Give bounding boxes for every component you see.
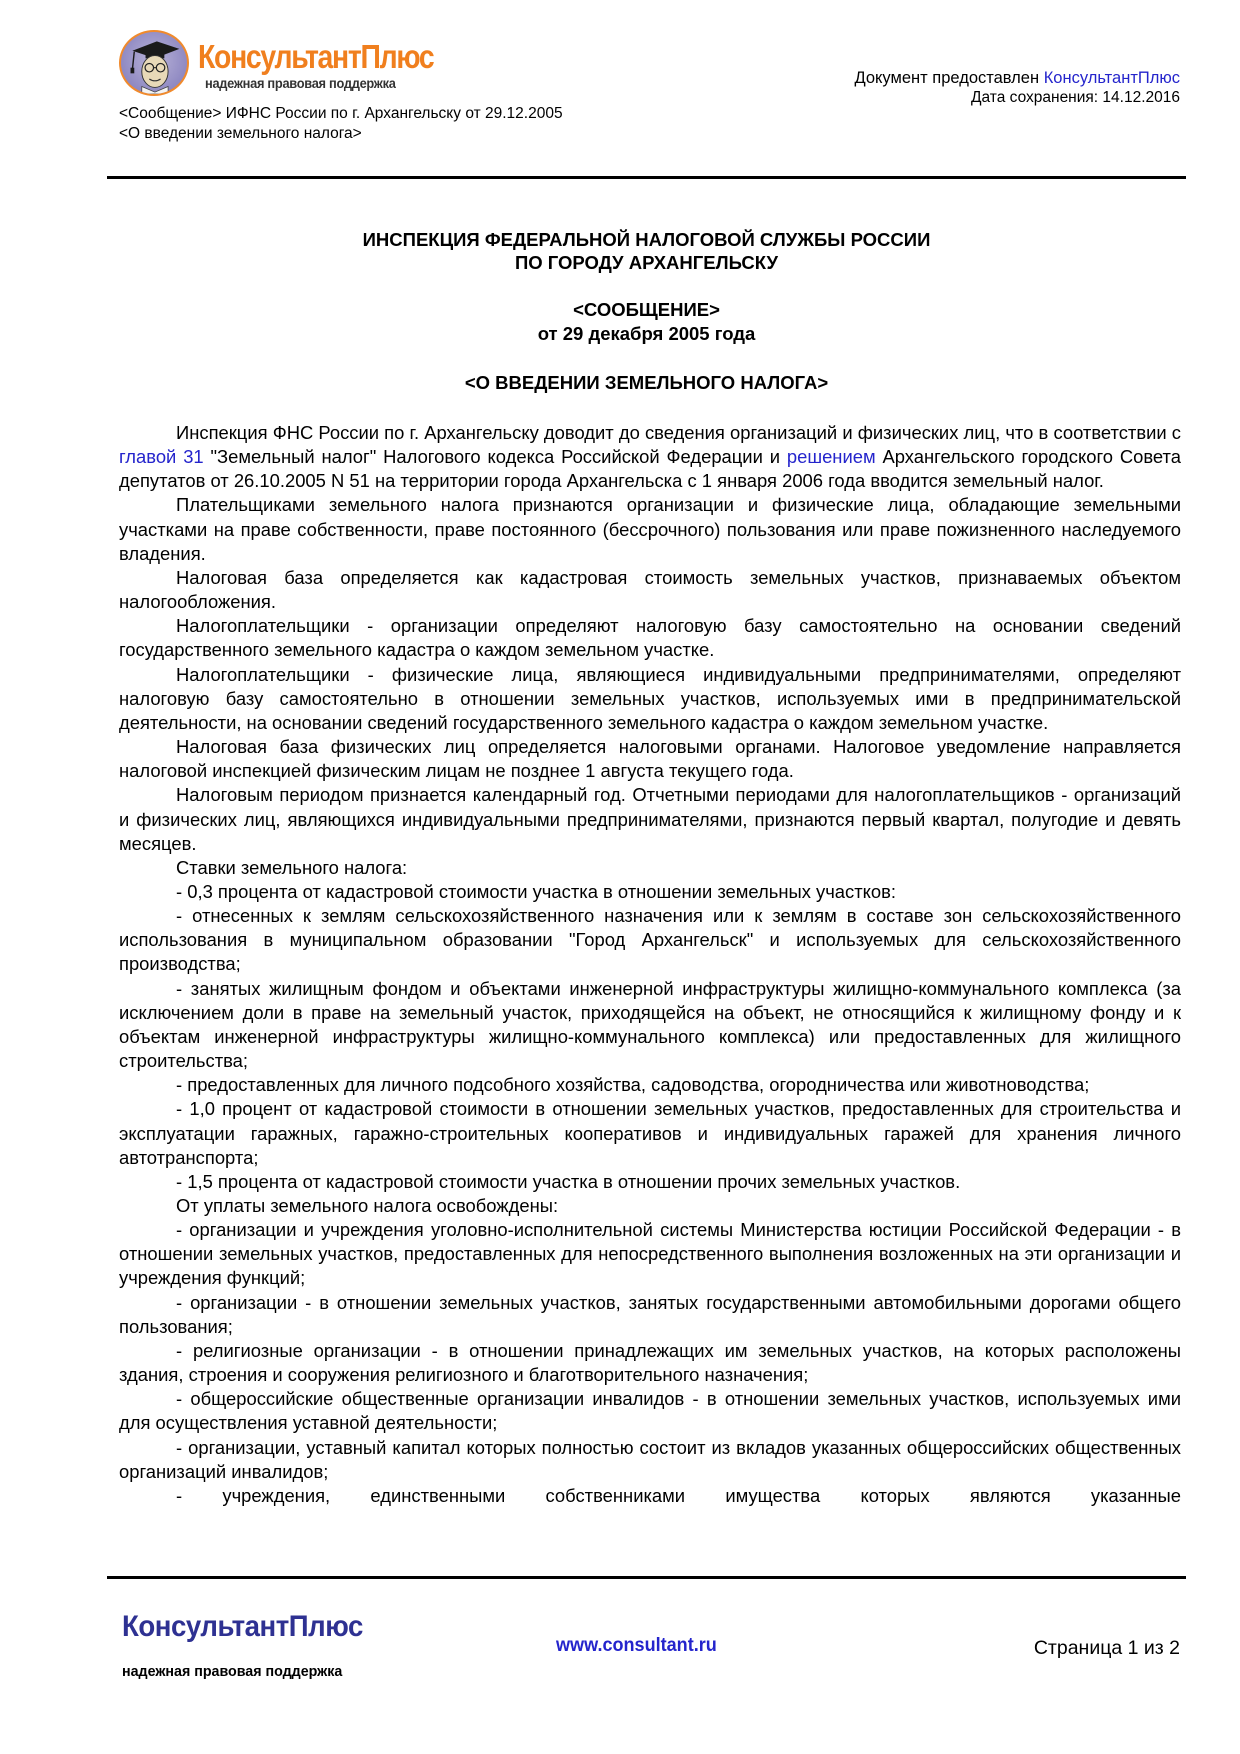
provided-by-prefix: Документ предоставлен — [854, 69, 1044, 87]
document-date: от 29 декабря 2005 года — [537, 323, 756, 344]
document-reference-line-2: <О введении земельного налога> — [119, 125, 362, 142]
paragraph: - отнесенных к землям сельскохозяйственного назначения или к землям в составе зон сельскохозяйственного использования в муниципальном образовании "Город Архангельск" и используемых для сельскохозяйственного производства; — [119, 905, 1181, 975]
document-body — [119, 421, 1181, 1508]
paragraph: Налогоплательщики - физические лица, являющиеся индивидуальными предпринимателями, определяют налоговую базу самостоятельно в отношении земельных участков, используемых ими в предпринимательской деятельности, на основании сведений государственного земельного кадастра о каждом земельном участке. — [119, 663, 1181, 733]
paragraph: От уплаты земельного налога освобождены: — [176, 1195, 559, 1216]
document-title: <О ВВЕДЕНИИ ЗЕМЕЛЬНОГО НАЛОГА> — [464, 372, 829, 393]
paragraph: - 0,3 процента от кадастровой стоимости участка в отношении земельных участков: — [176, 880, 897, 902]
paragraph: - религиозные организации - в отношении принадлежащих им земельных участков, на которых расположены здания, строения и сооружения религиозного и благотворительного назначения; — [119, 1339, 1181, 1386]
paragraph: - занятых жилищным фондом и объектами инженерной инфраструктуры жилищно-коммунального комплекса (за исключением доли в праве на земельный участок, приходящейся на объект, не относящийся к жилищному фонду и к объектам инженерной инфраструктуры жилищно-коммунального комплекса) или предоставленных для жилищного строительства; — [119, 977, 1181, 1072]
logo-title: КонсультантПлюс — [198, 38, 434, 75]
paragraph: Инспекция ФНС России по г. Архангельску доводит до сведения организаций и физических лиц, что в соответствии с главой 31 "Земельный налог" Налогового кодекса Российской Федерации и решением Архангельского городского Совета депутатов от 26.10.2005 N 51 на территории города Архангельска с 1 января 2006 года вводится земельный налог. — [119, 422, 1181, 492]
decision-link[interactable]: решением — [786, 446, 876, 468]
paragraph: - организации - в отношении земельных участков, занятых государственными автомобильными дорогами общего пользования; — [119, 1291, 1181, 1337]
chapter-31-link[interactable]: главой 31 — [119, 446, 204, 468]
save-date: Дата сохранения: 14.12.2016 — [971, 89, 1180, 106]
paragraph: - предоставленных для личного подсобного хозяйства, садоводства, огородничества или животноводства; — [176, 1074, 1090, 1096]
paragraph: - 1,0 процент от кадастровой стоимости в отношении земельных участков, предоставленных для строительства и эксплуатации гаражных, гаражно-строительных кооперативов и индивидуальных гаражей для хранения личного автотранспорта; — [119, 1098, 1181, 1168]
header-divider — [107, 176, 1186, 179]
paragraph: - 1,5 процента от кадастровой стоимости участка в отношении прочих земельных участков. — [176, 1170, 961, 1192]
paragraph: - общероссийские общественные организации инвалидов - в отношении земельных участков, используемых ими для осуществления уставной деятельности; — [119, 1388, 1181, 1434]
paragraph: Ставки земельного налога: — [176, 856, 408, 878]
paragraph: Налоговая база физических лиц определяется налоговыми органами. Налоговое уведомление направляется налоговой инспекцией физическим лицам не позднее 1 августа текущего года. — [119, 736, 1181, 782]
logo-subtitle: надежная правовая поддержка — [205, 76, 396, 91]
footer-logo-subtitle: надежная правовая поддержка — [122, 1663, 343, 1680]
paragraph: Налоговая база определяется как кадастровая стоимость земельных участков, признаваемых объектом налогообложения. — [119, 566, 1181, 613]
footer-logo-title: КонсультантПлюс — [122, 1610, 363, 1643]
paragraph: Налоговым периодом признается календарный год. Отчетными периодами для налогоплательщиков - организаций и физических лиц, являющихся индивидуальными предпринимателями, признаются первый квартал, полугодие и девять месяцев. — [119, 784, 1181, 854]
paragraph: Плательщиками земельного налога признаются организации и физические лица, обладающие земельными участками на праве собственности, праве постоянного (бессрочного) пользования или праве пожизненного наследуемого владения. — [119, 494, 1181, 564]
paragraph: - организации, уставный капитал которых полностью состоит из вкладов указанных общероссийских общественных организаций инвалидов; — [119, 1436, 1181, 1482]
paragraph: - учреждения, единственными собственниками имущества которых являются указанные — [176, 1484, 1181, 1506]
document-reference-line-1: <Сообщение> ИФНС России по г. Архангельску от 29.12.2005 — [119, 105, 563, 122]
paragraph: Налогоплательщики - организации определяют налоговую базу самостоятельно на основании сведений государственного земельного кадастра о каждом земельном участке. — [119, 615, 1181, 661]
provided-by — [854, 69, 1180, 88]
document-type: <СООБЩЕНИЕ> — [573, 299, 720, 320]
professor-mascot-icon — [119, 30, 189, 96]
authority-line-2: ПО ГОРОДУ АРХАНГЕЛЬСКУ — [514, 252, 779, 273]
website-link[interactable]: www.consultant.ru — [556, 1635, 717, 1656]
page-number: Страница 1 из 2 — [1033, 1637, 1180, 1659]
provider-link[interactable]: КонсультантПлюс — [1043, 69, 1180, 87]
footer-divider — [107, 1576, 1186, 1579]
authority-line-1: ИНСПЕКЦИЯ ФЕДЕРАЛЬНОЙ НАЛОГОВОЙ СЛУЖБЫ РОССИИ — [362, 229, 931, 250]
paragraph: - организации и учреждения уголовно-исполнительной системы Министерства юстиции Российской Федерации - в отношении земельных участков, предоставленных для непосредственного выполнения возложенных на эти организации и учреждения функций; — [119, 1219, 1181, 1289]
